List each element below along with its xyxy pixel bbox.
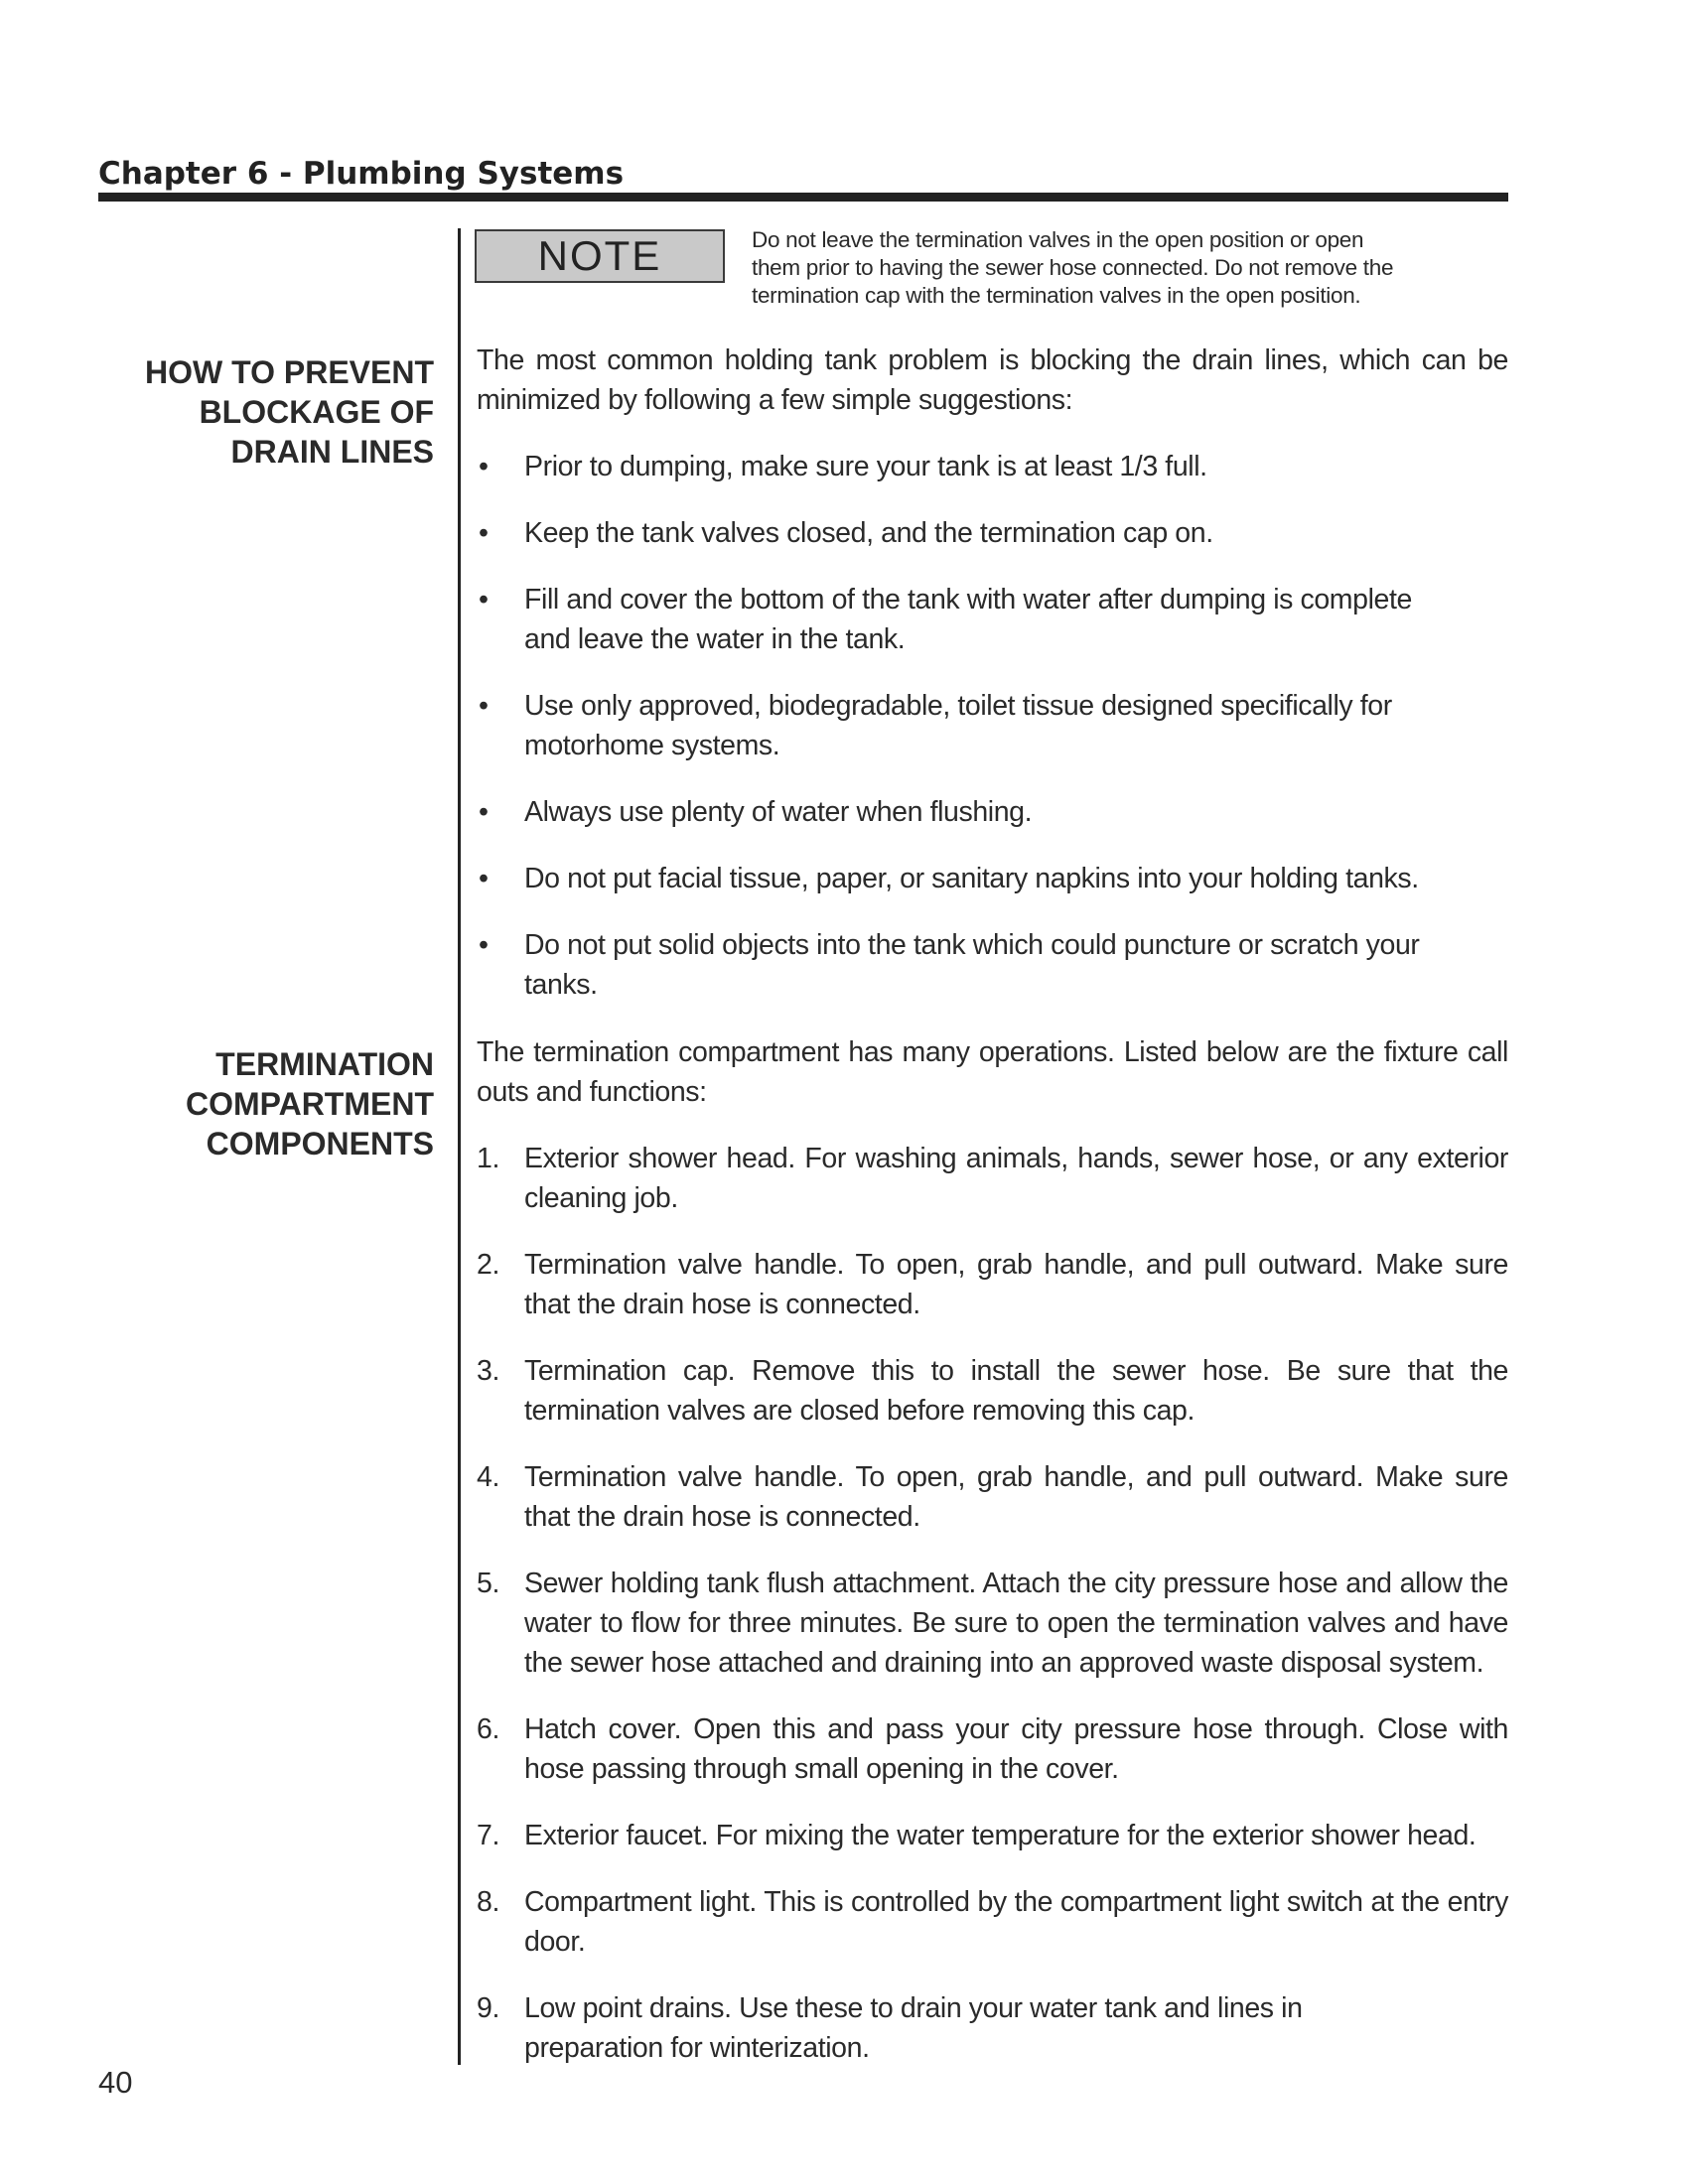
list-item-text: Compartment light. This is controlled by the compartment light switch at the entry door. xyxy=(524,1886,1508,1958)
list-item-text: Low point drains. Use these to drain your water tank and lines in xyxy=(524,1992,1303,2024)
list-item xyxy=(477,1457,1508,1537)
list-item xyxy=(477,1816,1508,1855)
bullet-marker: • xyxy=(479,451,489,482)
list-item xyxy=(477,792,1508,832)
heading-line: HOW TO PREVENT xyxy=(145,354,434,390)
bullet-marker: • xyxy=(479,690,489,722)
list-item xyxy=(477,1709,1508,1789)
list-item-text: Fill and cover the bottom of the tank with water after dumping is complete xyxy=(524,584,1412,615)
list-item-text: Do not put facial tissue, paper, or sanitary napkins into your holding tanks. xyxy=(524,863,1419,894)
list-item-text: and leave the water in the tank. xyxy=(524,623,906,655)
list-number: 7. xyxy=(477,1820,499,1851)
heading-line: DRAIN LINES xyxy=(230,434,434,470)
chapter-rule xyxy=(98,193,1508,202)
list-item xyxy=(477,1245,1508,1324)
list-number: 4. xyxy=(477,1461,499,1493)
section-intro-prevent-blockage: The most common holding tank problem is blocking the drain lines, which can be minimized by following a few simple suggestions: xyxy=(477,344,1508,416)
list-item xyxy=(477,1882,1508,1962)
list-item-text: Termination cap. Remove this to install the sewer hose. Be sure that the termination valves are closed before removing this cap. xyxy=(524,1355,1508,1427)
list-item-text: Sewer holding tank flush attachment. Attach the city pressure hose and allow the water to flow for three minutes. Be sure to open the termination valves and have the sewer hose attached and draining into an approved waste disposal system. xyxy=(524,1568,1508,1679)
termination-components-list xyxy=(477,1139,1508,2095)
list-item xyxy=(477,1139,1508,1218)
list-item-text: Termination valve handle. To open, grab handle, and pull outward. Make sure that the drain hose is connected. xyxy=(524,1249,1508,1320)
list-number: 2. xyxy=(477,1249,499,1281)
list-item xyxy=(477,513,1508,553)
list-item-text: Use only approved, biodegradable, toilet tissue designed specifically for xyxy=(524,690,1392,722)
list-number: 5. xyxy=(477,1568,499,1599)
list-item-text: Always use plenty of water when flushing. xyxy=(524,796,1033,828)
list-item-text: Termination valve handle. To open, grab handle, and pull outward. Make sure that the drain hose is connected. xyxy=(524,1461,1508,1533)
chapter-title: Chapter 6 - Plumbing Systems xyxy=(98,156,625,192)
list-item-text: motorhome systems. xyxy=(524,730,780,761)
list-number: 6. xyxy=(477,1713,499,1745)
list-item xyxy=(477,447,1508,486)
note-line: termination cap with the termination valves in the open position. xyxy=(752,283,1361,308)
note-line: Do not leave the termination valves in the open position or open xyxy=(752,227,1364,252)
list-item xyxy=(477,1988,1508,2068)
list-item xyxy=(477,580,1508,659)
section-heading-prevent-blockage xyxy=(76,352,434,472)
note-badge: NOTE xyxy=(475,229,725,283)
list-item-text: Exterior faucet. For mixing the water temperature for the exterior shower head. xyxy=(524,1820,1477,1851)
bullet-marker: • xyxy=(479,929,489,961)
note-text xyxy=(752,226,1437,310)
list-item-text: Prior to dumping, make sure your tank is at least 1/3 full. xyxy=(524,451,1207,482)
list-item-text: tanks. xyxy=(524,969,598,1001)
note-line: them prior to having the sewer hose connected. Do not remove the xyxy=(752,255,1394,280)
list-item xyxy=(477,859,1508,898)
heading-line: COMPONENTS xyxy=(206,1126,434,1161)
bullet-marker: • xyxy=(479,863,489,894)
list-number: 3. xyxy=(477,1355,499,1387)
section-intro-termination: The termination compartment has many operations. Listed below are the fixture call outs and functions: xyxy=(477,1036,1508,1108)
column-divider xyxy=(458,228,461,2065)
heading-line: COMPARTMENT xyxy=(185,1086,434,1122)
list-item xyxy=(477,686,1508,765)
list-item-text: Hatch cover. Open this and pass your city pressure hose through. Close with hose passing through small opening in the cover. xyxy=(524,1713,1508,1785)
list-number: 1. xyxy=(477,1143,499,1174)
bullet-marker: • xyxy=(479,796,489,828)
heading-line: BLOCKAGE OF xyxy=(199,394,434,430)
list-item-text: Do not put solid objects into the tank which could puncture or scratch your xyxy=(524,929,1420,961)
heading-line: TERMINATION xyxy=(215,1046,434,1082)
list-number: 8. xyxy=(477,1886,499,1918)
list-item-text: preparation for winterization. xyxy=(524,2032,870,2064)
section-heading-termination-components xyxy=(76,1044,434,1163)
list-item-text: Keep the tank valves closed, and the termination cap on. xyxy=(524,517,1213,549)
page-number: 40 xyxy=(98,2065,133,2100)
list-item xyxy=(477,1351,1508,1431)
blockage-tips-list xyxy=(477,447,1508,1031)
bullet-marker: • xyxy=(479,517,489,549)
bullet-marker: • xyxy=(479,584,489,615)
list-number: 9. xyxy=(477,1992,499,2024)
list-item-text: Exterior shower head. For washing animals, hands, sewer hose, or any exterior cleaning job. xyxy=(524,1143,1508,1214)
list-item xyxy=(477,925,1508,1005)
list-item xyxy=(477,1564,1508,1683)
